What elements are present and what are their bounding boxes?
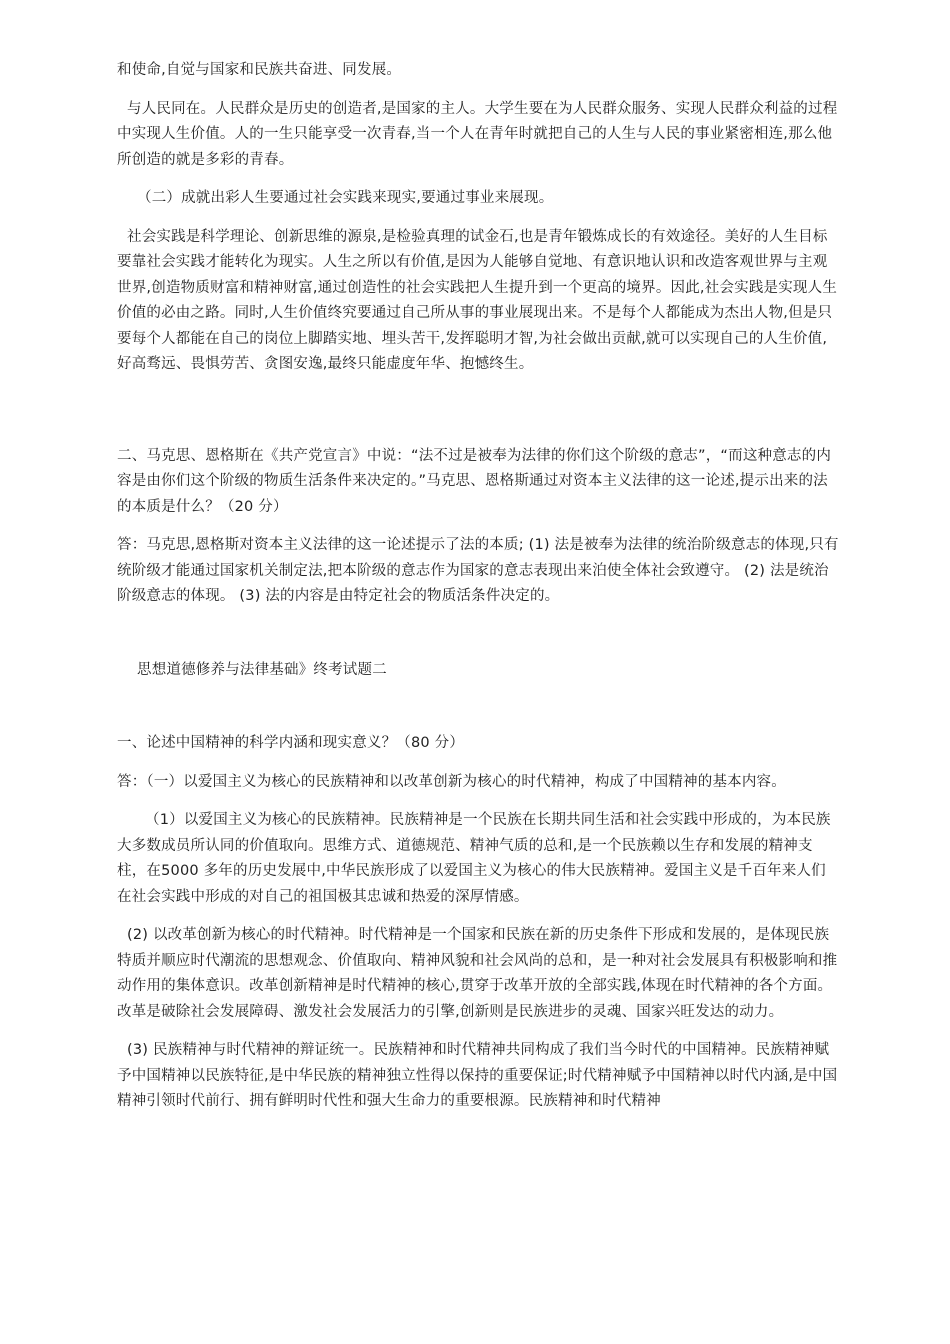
question-2: 二、马克思、恩格斯在《共产党宣言》中说：“法不过是被奉为法律的你们这个阶级的意志”，“而这种意志的内容是由你们这个阶级的物质生活条件来决定的。”马克思、恩格斯通过对资本主义法律的这一论述,提示出来的法的本质是什么？（20 分）: [117, 447, 832, 515]
question-1: 一、论述中国精神的科学内涵和现实意义？（80 分）: [117, 735, 465, 751]
answer-1-intro: 答：（一）以爱国主义为核心的民族精神和以改革创新为核心的时代精神，构成了中国精神的基本内容。: [117, 773, 786, 790]
section-heading-2: （二）成就出彩人生要通过社会实践来现实,要通过事业来展现。: [137, 190, 554, 206]
paragraph-1: 和使命,自觉与国家和民族共奋进、同发展。: [117, 62, 402, 78]
exam-title: 思想道德修养与法律基础》终考试题二: [137, 661, 387, 678]
answer-1-point-2: (2) 以改革创新为核心的时代精神。时代精神是一个国家和民族在新的历史条件下形成和发展的，是体现民族特质并顺应时代潮流的思想观念、价值取向、精神风貌和社会风尚的总和，是一种对社会发展具有积极影响和推动作用的集体意识。改革创新精神是时代精神的核心,贯穿于改革开放的全部实践,体现在时代精神的各个方面。改革是破除社会发展障碍、激发社会发展活力的引擎,创新则是民族进步的灵魂、国家兴旺发达的动力。: [117, 927, 838, 1020]
answer-1-point-3: (3) 民族精神与时代精神的辩证统一。民族精神和时代精神共同构成了我们当今时代的中国精神。民族精神赋予中国精神以民族特征,是中华民族的精神独立性得以保持的重要保证;时代精神赋予中国精神以时代内涵,是中国精神引领时代前行、拥有鲜明时代性和强大生命力的重要根源。民族精神和时代精神: [117, 1042, 838, 1109]
answer-1-point-1: （1）以爱国主义为核心的民族精神。民族精神是一个民族在长期共同生活和社会实践中形成的，为本民族大多数成员所认同的价值取向。思维方式、道德规范、精神气质的总和,是一个民族赖以生存和发展的精神支柱，在5000 多年的历史发展中,中华民族形成了以爱国主义为核心的伟大民族精神。爱国主义是千百年来人们在社会实践中形成的对自己的祖国极其忠诚和热爱的深厚情感。: [117, 812, 831, 905]
paragraph-2: 与人民同在。人民群众是历史的创造者,是国家的主人。大学生要在为人民群众服务、实现人民群众利益的过程中实现人生价值。人的一生只能享受一次青春,当一个人在青年时就把自己的人生与人民的事业紧密相连,那么他所创造的就是多彩的青春。: [117, 100, 838, 168]
document-page: [117, 58, 840, 1115]
paragraph-3: 社会实践是科学理论、创新思维的源泉,是检验真理的试金石,也是青年锻炼成长的有效途径。美好的人生目标要靠社会实践才能转化为现实。人生之所以有价值,是因为人能够自觉地、有意识地认识和改造客观世界与主观世界,创造物质财富和精神财富,通过创造性的社会实践把人生提升到一个更高的境界。因此,社会实践是实现人生价值的必由之路。同时,人生价值终究要通过自己所从事的事业展现出来。不是每个人都能成为杰出人物,但是只要每个人都能在自己的岗位上脚踏实地、埋头苦干,发挥聪明才智,为社会做出贡献,就可以实现自己的人生价值,好高骛远、畏惧劳苦、贪图安逸,最终只能虚度年华、抱憾终生。: [117, 228, 838, 372]
answer-2: 答：马克思,恩格斯对资本主义法律的这一论述提示了法的本质; (1) 法是被奉为法律的统治阶级意志的体现,只有统阶级才能通过国家机关制定法,把本阶级的意志作为国家的意志表现出来泊使全体社会致遵守。 (2) 法是统治阶级意志的体现。 (3) 法的内容是由特定社会的物质活条件决定的。: [117, 537, 839, 604]
